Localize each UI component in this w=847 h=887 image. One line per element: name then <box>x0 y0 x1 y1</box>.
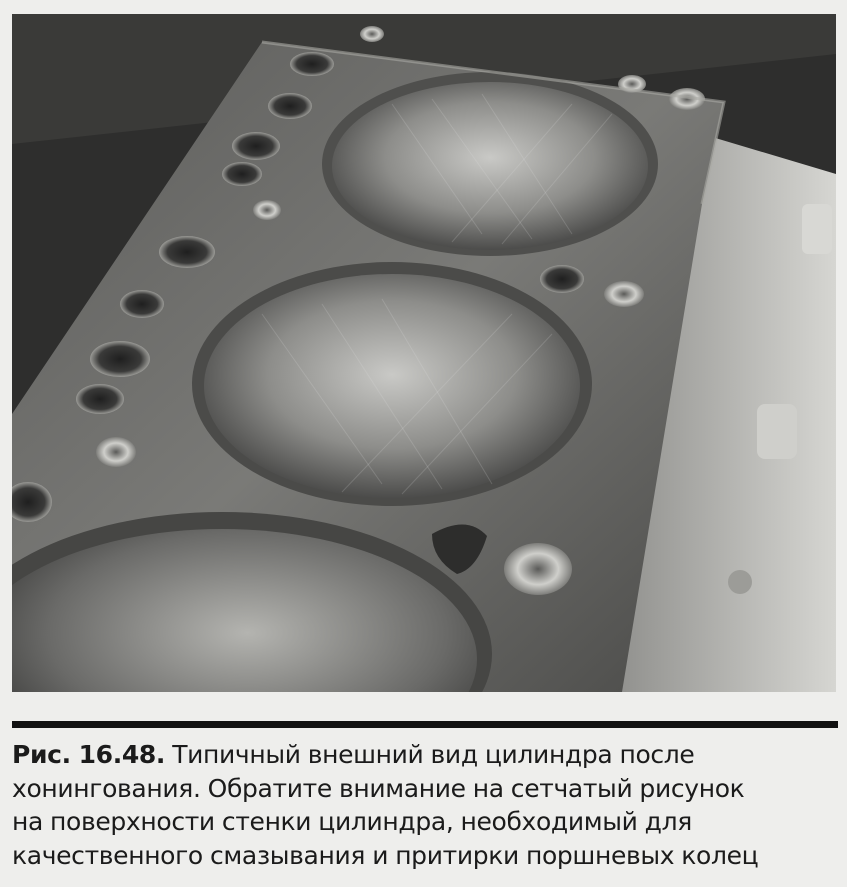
caption-line-3: на поверхности стенки цилиндра, необходимый для <box>12 807 692 836</box>
caption-line-2: хонингования. Обратите внимание на сетчатый рисунок <box>12 773 745 803</box>
figure-caption <box>12 738 838 872</box>
cylinder-block-photo <box>12 14 836 692</box>
cylinder-block-illustration <box>12 14 836 692</box>
caption-divider <box>12 721 838 728</box>
caption-line-4: качественного смазывания и притирки поршневых колец <box>12 840 759 870</box>
caption-line-1 <box>12 738 838 772</box>
caption-line-1-text: Типичный внешний вид цилиндра после <box>172 740 695 769</box>
figure-label: Рис. 16.48. <box>12 740 166 769</box>
